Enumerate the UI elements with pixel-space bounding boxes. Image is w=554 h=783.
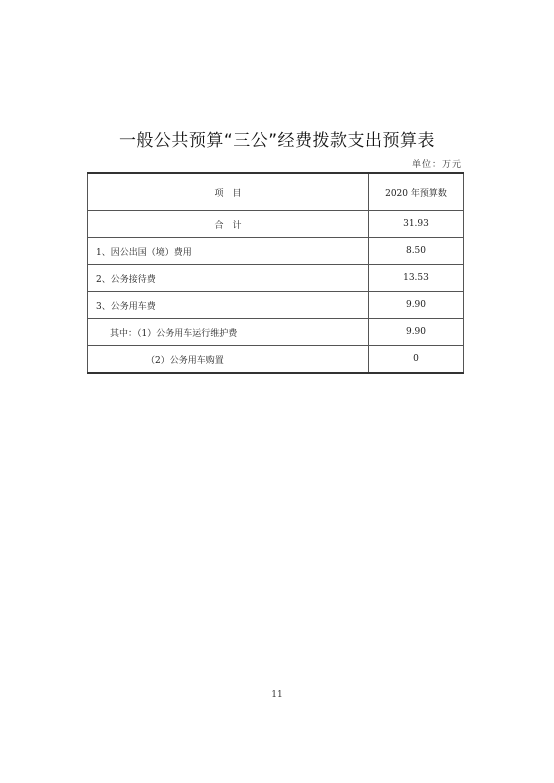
row-label-vehicle-purchase: （2）公务用车购置 — [88, 346, 369, 374]
row-label-vehicle-maintenance: 其中：（1）公务用车运行维护费 — [88, 319, 369, 346]
header-item: 项 目 — [88, 173, 369, 211]
row-value-overseas: 8.50 — [369, 238, 464, 265]
table-row — [88, 211, 464, 238]
unit-label: 单位：万元 — [411, 160, 462, 170]
table-row — [88, 346, 464, 374]
row-label-total: 合 计 — [88, 211, 369, 238]
row-label-vehicle: 3、公务用车费 — [88, 292, 369, 319]
page-title: 一般公共预算“三公”经费拨款支出预算表 — [118, 131, 436, 151]
table-row — [88, 319, 464, 346]
row-value-vehicle-maintenance: 9.90 — [369, 319, 464, 346]
table-row — [88, 265, 464, 292]
table-row — [88, 238, 464, 265]
page-number: 11 — [271, 690, 283, 700]
budget-table — [87, 172, 464, 374]
table-header-row — [88, 173, 464, 211]
row-value-vehicle: 9.90 — [369, 292, 464, 319]
header-value: 2020 年预算数 — [369, 173, 464, 211]
row-value-vehicle-purchase: 0 — [369, 346, 464, 374]
row-value-total: 31.93 — [369, 211, 464, 238]
row-value-reception: 13.53 — [369, 265, 464, 292]
row-label-overseas: 1、因公出国（境）费用 — [88, 238, 369, 265]
table-row — [88, 292, 464, 319]
row-label-reception: 2、公务接待费 — [88, 265, 369, 292]
